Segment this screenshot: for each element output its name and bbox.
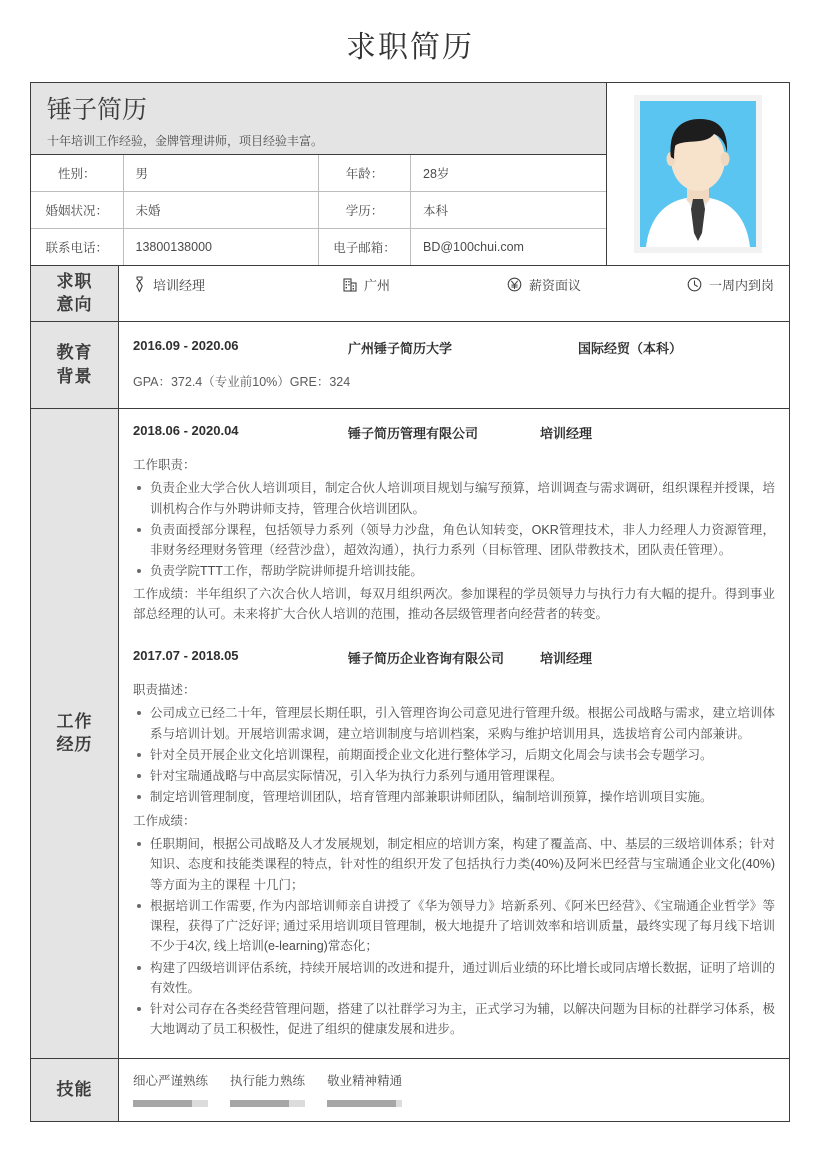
yen-circle-icon xyxy=(507,277,522,292)
clock-icon xyxy=(687,277,702,292)
education-school: 广州锤子简历大学 xyxy=(348,340,453,356)
info-value-gender: 男 xyxy=(123,155,319,192)
skill-header xyxy=(133,1071,208,1089)
section-body-work-experience xyxy=(119,409,789,1058)
intention-position xyxy=(133,275,343,294)
duties-heading: 工作职责： xyxy=(133,457,196,472)
work-date: 2018.06 - 2020.04 xyxy=(133,422,239,438)
work-title: 培训经理 xyxy=(540,651,593,667)
section-label-line1: 技能 xyxy=(56,1079,93,1099)
skill-name: 细心严谨 xyxy=(133,1073,184,1088)
avatar xyxy=(640,101,756,247)
info-label-email: 电子邮箱： xyxy=(319,229,411,266)
list-item: 公司成立已经二十年，管理层长期任职，引入管理咨询公司意见进行管理升级。根据公司战略与需求，建立培训体系与培训计划。开展培训需求调，建立培训制度与培训档案，采购与维护培训用具，选拔培育公司内部兼讲。 xyxy=(133,703,775,744)
job-intention-row xyxy=(133,266,775,316)
list-item: 制定培训管理制度，管理培训团队，培育管理内部兼职讲师团队，编制培训预算，操作培训项目实施。 xyxy=(133,787,775,807)
work-date: 2017.07 - 2018.05 xyxy=(133,648,239,664)
skill-item xyxy=(133,1071,208,1107)
work-entry xyxy=(133,648,775,1044)
tie-icon xyxy=(133,276,146,293)
name-box xyxy=(31,83,606,155)
skill-level: 熟练 xyxy=(183,1073,209,1088)
section-label-line2: 意向 xyxy=(56,295,93,315)
section-work-experience xyxy=(31,408,789,1058)
skill-name: 执行能力 xyxy=(230,1073,281,1088)
section-label-skills xyxy=(31,1059,119,1121)
candidate-name: 锤子简历 xyxy=(47,96,148,124)
intention-city xyxy=(343,275,507,294)
section-label-line2: 背景 xyxy=(56,366,93,386)
duties-list xyxy=(133,478,775,581)
education-major: 国际经贸（本科） xyxy=(578,340,683,356)
info-value-education: 本科 xyxy=(411,192,607,229)
info-label-education: 学历： xyxy=(319,192,411,229)
header-left xyxy=(31,83,607,265)
skill-progress-track xyxy=(230,1100,305,1107)
resume-container xyxy=(30,82,790,1122)
list-item: 任职期间，根据公司战略及人才发展规划，制定相应的培训方案，构建了覆盖高、中、基层的三级培训体系；针对知识、态度和技能类课程的特点，针对性的组织开发了包括执行力类(40%)及阿米巴经营与宝瑞通企业文化(40%)等方面为主的课程 十几门； xyxy=(133,834,775,895)
list-item: 负责学院TTT工作，帮助学院讲师提升培训技能。 xyxy=(133,561,775,581)
list-item: 负责面授部分课程，包括领导力系列（领导力沙盘，角色认知转变，OKR管理技术，非人力经理人力资源管理，非财务经理财务管理（经营沙盘），超效沟通），执行力系列（目标管理、团队带教技术，团队责任管理）。 xyxy=(133,520,775,561)
skill-progress-fill xyxy=(327,1100,396,1107)
list-item: 构建了四级培训评估系统，持续开展培训的改进和提升，通过训后业绩的环比增长或同店增长数据，证明了培训的有效性。 xyxy=(133,958,775,999)
section-body-job-intention xyxy=(119,266,789,321)
duties-list xyxy=(133,703,775,807)
intention-salary xyxy=(507,275,687,294)
skill-item xyxy=(230,1071,305,1107)
section-body-education xyxy=(119,322,789,408)
education-date: 2016.09 - 2020.06 xyxy=(133,337,239,353)
info-label-age: 年龄： xyxy=(319,155,411,192)
work-entry-header xyxy=(133,423,775,442)
section-label-line1: 教育 xyxy=(56,343,93,363)
skill-header xyxy=(327,1071,402,1089)
skill-progress-fill xyxy=(133,1100,192,1107)
skill-progress-track xyxy=(133,1100,208,1107)
work-title: 培训经理 xyxy=(540,425,593,441)
intention-salary-label: 薪资面议 xyxy=(529,278,582,293)
section-label-education xyxy=(31,322,119,408)
section-education xyxy=(31,321,789,408)
list-item: 针对全员开展企业文化培训课程，前期面授企业文化进行整体学习，后期文化周会与读书会专题学习。 xyxy=(133,745,775,765)
info-label-marital: 婚姻状况： xyxy=(31,192,123,229)
list-item: 负责企业大学合伙人培训项目，制定合伙人培训项目规划与编写预算，培训调查与需求调研，组织课程并授课，培训机构合作与外聘讲师支持，管理合伙培训团队。 xyxy=(133,478,775,519)
section-label-work-experience xyxy=(31,409,119,1058)
section-label-job-intention xyxy=(31,266,119,321)
info-value-age: 28岁 xyxy=(411,155,607,192)
section-job-intention xyxy=(31,265,789,321)
duties-heading: 职责描述： xyxy=(133,683,196,698)
section-body-skills xyxy=(119,1059,416,1121)
table-row xyxy=(31,155,606,192)
avatar-frame xyxy=(634,95,762,253)
table-row xyxy=(31,229,606,266)
list-item: 针对宝瑞通战略与中高层实际情况，引入华为执行力系列与通用管理课程。 xyxy=(133,766,775,786)
work-company: 锤子简历管理有限公司 xyxy=(348,425,479,441)
skill-item xyxy=(327,1071,402,1107)
work-entry xyxy=(133,423,775,626)
achievements-heading: 工作成绩： xyxy=(133,813,196,828)
skill-level: 精通 xyxy=(377,1073,403,1088)
section-skills xyxy=(31,1058,789,1121)
info-value-phone: 13800138000 xyxy=(123,229,319,266)
photo-cell xyxy=(607,83,789,265)
work-company: 锤子简历企业咨询有限公司 xyxy=(348,651,505,667)
list-item: 针对公司存在各类经营管理问题，搭建了以社群学习为主，正式学习为辅，以解决问题为目标的社群学习体系，极大地调动了员工积极性，促进了组织的健康发展和进步。 xyxy=(133,999,775,1040)
achievements-list xyxy=(133,834,775,1040)
work-achievements-paragraph: 工作成绩：半年组织了六次合伙人培训，每双月组织两次。参加课程的学员领导力与执行力有大幅的提升。得到事业部总经理的认可。未来将扩大合伙人培训的范围，推动各层级管理者向经营者的转变。 xyxy=(133,586,775,621)
skill-header xyxy=(230,1071,305,1089)
skill-progress-track xyxy=(327,1100,402,1107)
building-icon xyxy=(343,277,357,292)
work-entry-header xyxy=(133,648,775,667)
section-label-line1: 求职 xyxy=(56,272,93,291)
intention-city-label: 广州 xyxy=(364,278,391,293)
info-label-phone: 联系电话： xyxy=(31,229,123,266)
skill-level: 熟练 xyxy=(280,1073,306,1088)
skill-name: 敬业精神 xyxy=(327,1073,378,1088)
info-value-email: BD@100chui.com xyxy=(423,240,524,254)
education-details: GPA：372.4（专业前10%）GRE：324 xyxy=(133,374,351,389)
list-item: 根据培训工作需要, 作为内部培训师亲自讲授了《华为领导力》培新系列、《阿米巴经营》、《宝瑞通企业哲学》等课程，获得了广泛好评; 通过采用培训项目管理制，极大地提升了培训效率和培训质量，最终实现了每月线下培训不少于4次, 线上培训(e-learning)常态化； xyxy=(133,896,775,957)
info-value-marital: 未婚 xyxy=(123,192,319,229)
info-label-gender: 性别： xyxy=(31,155,123,192)
intention-availability-label: 一周内到岗 xyxy=(709,278,775,293)
male-avatar-photo-icon xyxy=(640,101,756,247)
candidate-tagline: 十年培训工作经验，金牌管理讲师，项目经验丰富。 xyxy=(47,133,324,148)
education-entry-header xyxy=(133,336,775,357)
intention-availability xyxy=(687,275,774,294)
section-label-line1: 工作 xyxy=(56,711,93,731)
header-band xyxy=(31,83,789,265)
section-label-line2: 经历 xyxy=(56,735,93,755)
personal-info-table xyxy=(31,155,606,265)
table-row xyxy=(31,192,606,229)
skill-progress-fill xyxy=(230,1100,289,1107)
page-title: 求职简历 xyxy=(346,31,474,64)
intention-position-label: 培训经理 xyxy=(153,278,206,293)
